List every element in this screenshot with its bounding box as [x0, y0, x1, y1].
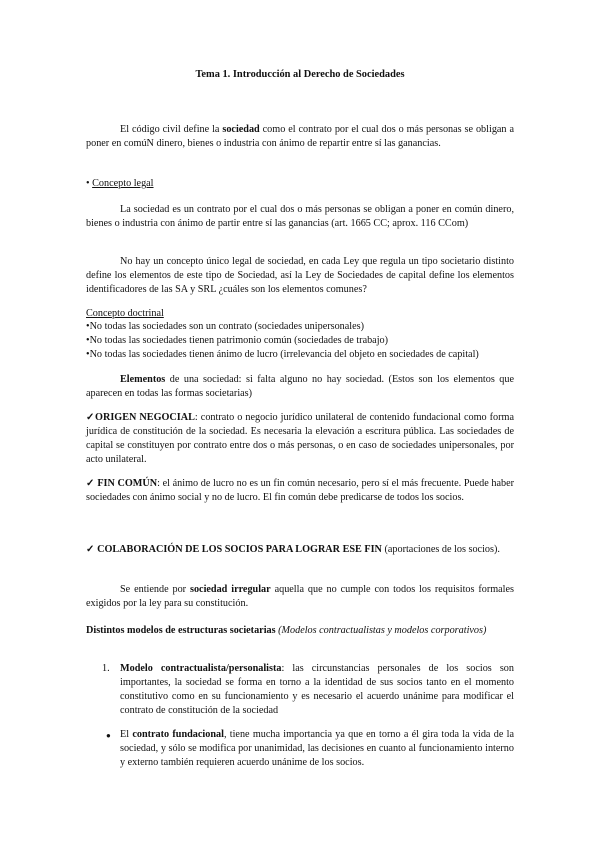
doctrinal-item: •No todas las sociedades tienen patrimonio común (sociedades de trabajo) — [86, 335, 389, 346]
doctrinal-item: •No todas las sociedades tienen ánimo de lucro (irrelevancia del objeto en sociedades de capital) — [86, 349, 479, 360]
page-title: Tema 1. Introducción al Derecho de Sociedades — [195, 69, 405, 80]
intro-paragraph: El código civil define la sociedad como el contrato por el cual dos o más personas se obligan a poner en comúN dinero, bienes o industria con ánimo de repartir entre sí las ganancias. — [86, 124, 514, 150]
concepto-legal-paragraph-2: No hay un concepto único legal de sociedad, en cada Ley que regula un tipo societario distinto define los elementos de este tipo de Sociedad, así la Ley de Sociedades de capital define los elementos identificadores de las SA y SRL ¿cuáles son los elementos comunes? — [86, 256, 514, 296]
concepto-doctrinal-heading: Concepto doctrinal — [86, 308, 164, 319]
concepto-legal-heading: • Concepto legal — [86, 178, 154, 189]
list-number: 1. — [102, 663, 110, 674]
bullet-icon: • — [86, 178, 90, 189]
doctrinal-item: •No todas las sociedades son un contrato (sociedades unipersonales) — [86, 321, 364, 332]
list-item-contrato-fundacional — [86, 728, 514, 770]
bullet-icon: ● — [106, 731, 111, 740]
list-item-text: Modelo contractualista/personalista: las circunstancias personales de los socios son importantes, la sociedad se forma en torno a la identidad de sus socios tanto en el momento constitutivo como en su funcionamiento y es necesario el acuerdo unánime para modificar el contrato de constitución de la sociedad — [120, 663, 514, 717]
check-icon: ✓ — [86, 478, 95, 489]
list-item-text: El contrato fundacional, tiene mucha importancia ya que en torno a él gira toda la vida de la sociedad, y sólo se modifica por unanimidad, las decisiones en cuanto al funcionamiento interno y externo también requieren acuerdo unánime de los socios. — [120, 729, 514, 769]
fin-comun-paragraph: ✓ FIN COMÚN: el ánimo de lucro no es un fin común necesario, pero sí el más frecuente. Puede haber sociedades con ánimo social y no de lucro. El fin común debe predicarse de todos los socios. — [86, 478, 514, 504]
colaboracion-paragraph: ✓ COLABORACIÓN DE LOS SOCIOS PARA LOGRAR ESE FIN (aportaciones de los socios). — [86, 544, 500, 555]
check-icon: ✓ — [86, 412, 96, 423]
check-icon: ✓ — [86, 544, 95, 555]
sociedad-irregular-paragraph: Se entiende por sociedad irregular aquella que no cumple con todos los requisitos formales exigidos por la ley para su constitución. — [86, 584, 515, 610]
modelos-heading: Distintos modelos de estructuras societarias (Modelos contractualistas y modelos corporativos) — [86, 625, 487, 636]
origen-negocial-paragraph: ✓ORIGEN NEGOCIAL: contrato o negocio jurídico unilateral de contenido fundacional como forma jurídica de constitución de la sociedad. Es necesaria la elevación a escritura pública. Las sociedades de capital se constituyen por contrato entre dos o más personas, o en caso de sociedades unipersonales, por acto unilateral. — [86, 412, 514, 466]
elementos-paragraph: Elementos de una sociedad: si falta alguno no hay sociedad. (Estos son los elementos que aparecen en todas las formas societarias) — [86, 374, 514, 400]
list-item-modelo-contractualista — [86, 662, 514, 718]
concepto-legal-paragraph-1: La sociedad es un contrato por el cual dos o más personas se obligan a poner en común dinero, bienes o industria con ánimo de partir entre sí las ganancias (art. 1665 CC; aprox. 116 CCom) — [86, 204, 514, 230]
